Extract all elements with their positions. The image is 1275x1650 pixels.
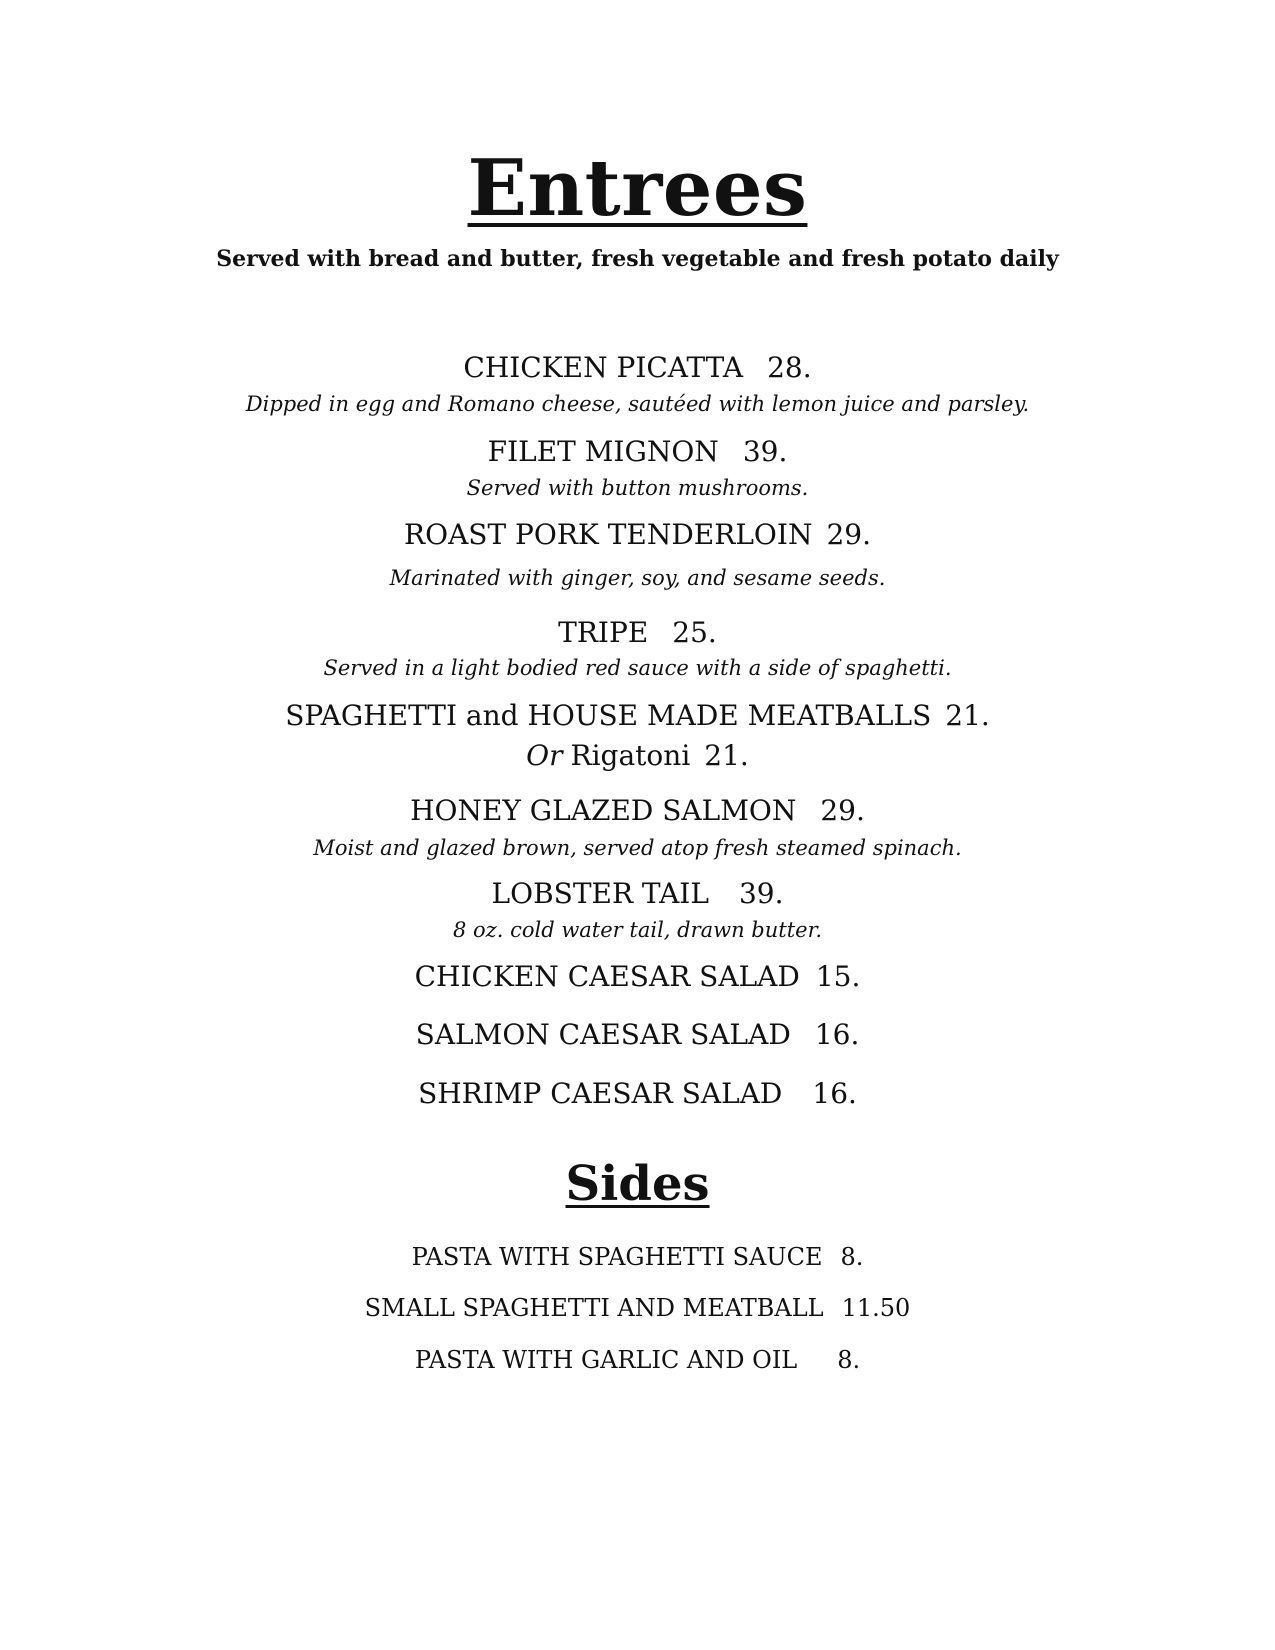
item-description: Served with button mushrooms. [466,476,809,500]
menu-item-spaghetti-meatballs [0,699,1275,732]
item-price: 25. [672,616,717,649]
item-description: Moist and glazed brown, served atop fresh steamed spinach. [313,836,962,860]
menu-item-lobster-tail [0,877,1275,910]
menu-item-roast-pork-tenderloin [0,518,1275,551]
item-name: FILET MIGNON [487,435,719,468]
item-name: SMALL SPAGHETTI AND MEATBALL [364,1294,824,1322]
item-price: 29. [820,794,865,827]
item-price: 8. [840,1243,864,1271]
side-item-pasta-garlic-oil [0,1348,1275,1372]
item-name: PASTA WITH GARLIC AND OIL [414,1346,798,1374]
item-name: SALMON CAESAR SALAD [415,1018,791,1051]
item-name: ROAST PORK TENDERLOIN [404,518,813,551]
menu-item-salmon-caesar-salad [0,1018,1275,1051]
menu-item-chicken-caesar-salad [0,960,1275,993]
item-name: LOBSTER TAIL [491,877,709,910]
menu-item-chicken-picatta [0,351,1275,384]
item-name: PASTA WITH SPAGHETTI SAUCE [411,1243,823,1271]
item-name: CHICKEN CAESAR SALAD [414,960,800,993]
item-price: 39. [742,435,788,468]
menu-item-tripe [0,616,1275,649]
side-item-small-spaghetti-meatball [0,1296,1275,1320]
item-price: 39. [738,877,784,910]
item-price: 21. [704,739,749,772]
menu-item-honey-glazed-salmon [0,794,1275,827]
item-price: 29. [826,518,871,551]
item-description: Dipped in egg and Romano cheese, sautéed with lemon juice and parsley. [245,392,1030,416]
item-price: 21. [945,699,990,732]
item-name: Rigatoni [570,739,691,772]
item-name: SPAGHETTI and HOUSE MADE MEATBALLS [285,699,932,732]
item-description: Marinated with ginger, soy, and sesame seeds. [389,566,886,590]
item-description: Served in a light bodied red sauce with a side of spaghetti. [323,656,952,680]
item-name: TRIPE [558,616,649,649]
item-description: 8 oz. cold water tail, drawn butter. [452,918,822,942]
item-price: 16. [814,1018,860,1051]
menu-item-rigatoni-option [0,739,1275,772]
item-price: 11.50 [841,1294,911,1322]
entrees-subtitle: Served with bread and butter, fresh vegetable and fresh potato daily [216,246,1059,272]
menu-item-shrimp-caesar-salad [0,1077,1275,1110]
item-price: 28. [767,351,812,384]
or-prefix: Or [526,739,563,772]
sides-title: Sides [565,1156,710,1212]
entrees-title: Entrees [467,143,808,234]
menu-item-filet-mignon [0,435,1275,468]
item-name: CHICKEN PICATTA [463,351,744,384]
item-name: SHRIMP CAESAR SALAD [418,1077,783,1110]
item-price: 8. [837,1346,861,1374]
item-name: HONEY GLAZED SALMON [410,794,797,827]
item-price: 15. [815,960,861,993]
side-item-pasta-spaghetti-sauce [0,1245,1275,1269]
item-price: 16. [812,1077,857,1110]
